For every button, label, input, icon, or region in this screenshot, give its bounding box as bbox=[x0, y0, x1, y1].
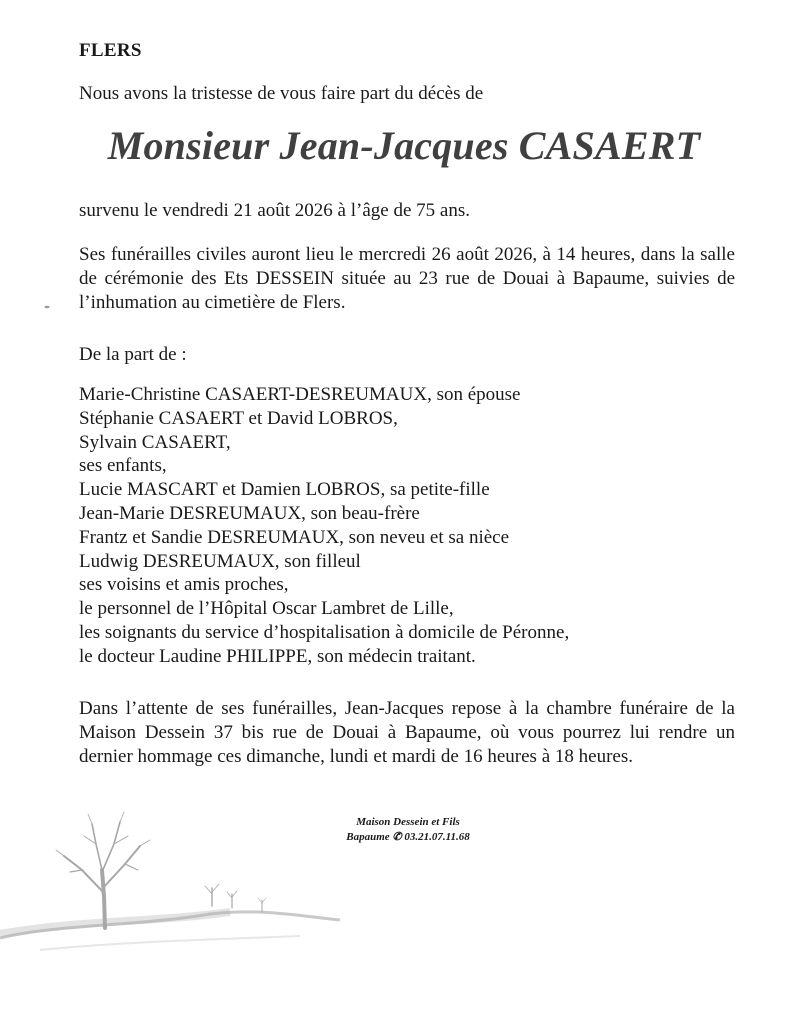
announcement-intro: Nous avons la tristesse de vous faire part du décès de bbox=[79, 83, 484, 104]
death-date-paragraph: survenu le vendredi 21 août 2026 à l’âge de 75 ans. bbox=[79, 200, 470, 221]
family-line: Jean-Marie DESREUMAUX, son beau-frère bbox=[79, 502, 420, 524]
family-line: Ludwig DESREUMAUX, son filleul bbox=[79, 550, 361, 572]
ink-speck bbox=[44, 305, 50, 309]
town-heading: FLERS bbox=[79, 40, 142, 61]
family-line: Lucie MASCART et Damien LOBROS, sa petite-fille bbox=[79, 479, 490, 501]
family-line: Stéphanie CASAERT et David LOBROS, bbox=[79, 407, 398, 429]
winter-landscape-tree-icon bbox=[0, 800, 808, 1024]
from-heading: De la part de : bbox=[79, 344, 187, 365]
family-line: ses voisins et amis proches, bbox=[79, 574, 289, 596]
family-line: Sylvain CASAERT, bbox=[79, 431, 231, 453]
family-line: le personnel de l’Hôpital Oscar Lambret de Lille, bbox=[79, 598, 454, 620]
funeral-paragraph: Ses funérailles civiles auront lieu le mercredi 26 août 2026, à 14 heures, dans la salle de cérémonie des Ets DESSEIN située au 23 rue de Douai à Bapaume, suivies de l’inhumation au cimetière de Flers. bbox=[79, 244, 735, 313]
family-list bbox=[79, 383, 569, 669]
funeral-home-contact: Bapaume ✆ 03.21.07.11.68 bbox=[346, 831, 470, 843]
family-line: Frantz et Sandie DESREUMAUX, son neveu et sa nièce bbox=[79, 526, 510, 548]
family-line: le docteur Laudine PHILIPPE, son médecin traitant. bbox=[79, 645, 476, 667]
deceased-name: Monsieur Jean-Jacques CASAERT bbox=[107, 123, 701, 168]
family-line: les soignants du service d’hospitalisation à domicile de Péronne, bbox=[79, 621, 570, 643]
viewing-paragraph: Dans l’attente de ses funérailles, Jean-Jacques repose à la chambre funéraire de la Maison Dessein 37 bis rue de Douai à Bapaume, où vous pourrez lui rendre un dernier hommage ces dimanche, lundi et mardi de 16 heures à 18 heures. bbox=[79, 698, 735, 767]
family-line: ses enfants, bbox=[79, 455, 167, 477]
funeral-home-name: Maison Dessein et Fils bbox=[356, 816, 460, 828]
family-line: Marie-Christine CASAERT-DESREUMAUX, son épouse bbox=[79, 384, 521, 405]
